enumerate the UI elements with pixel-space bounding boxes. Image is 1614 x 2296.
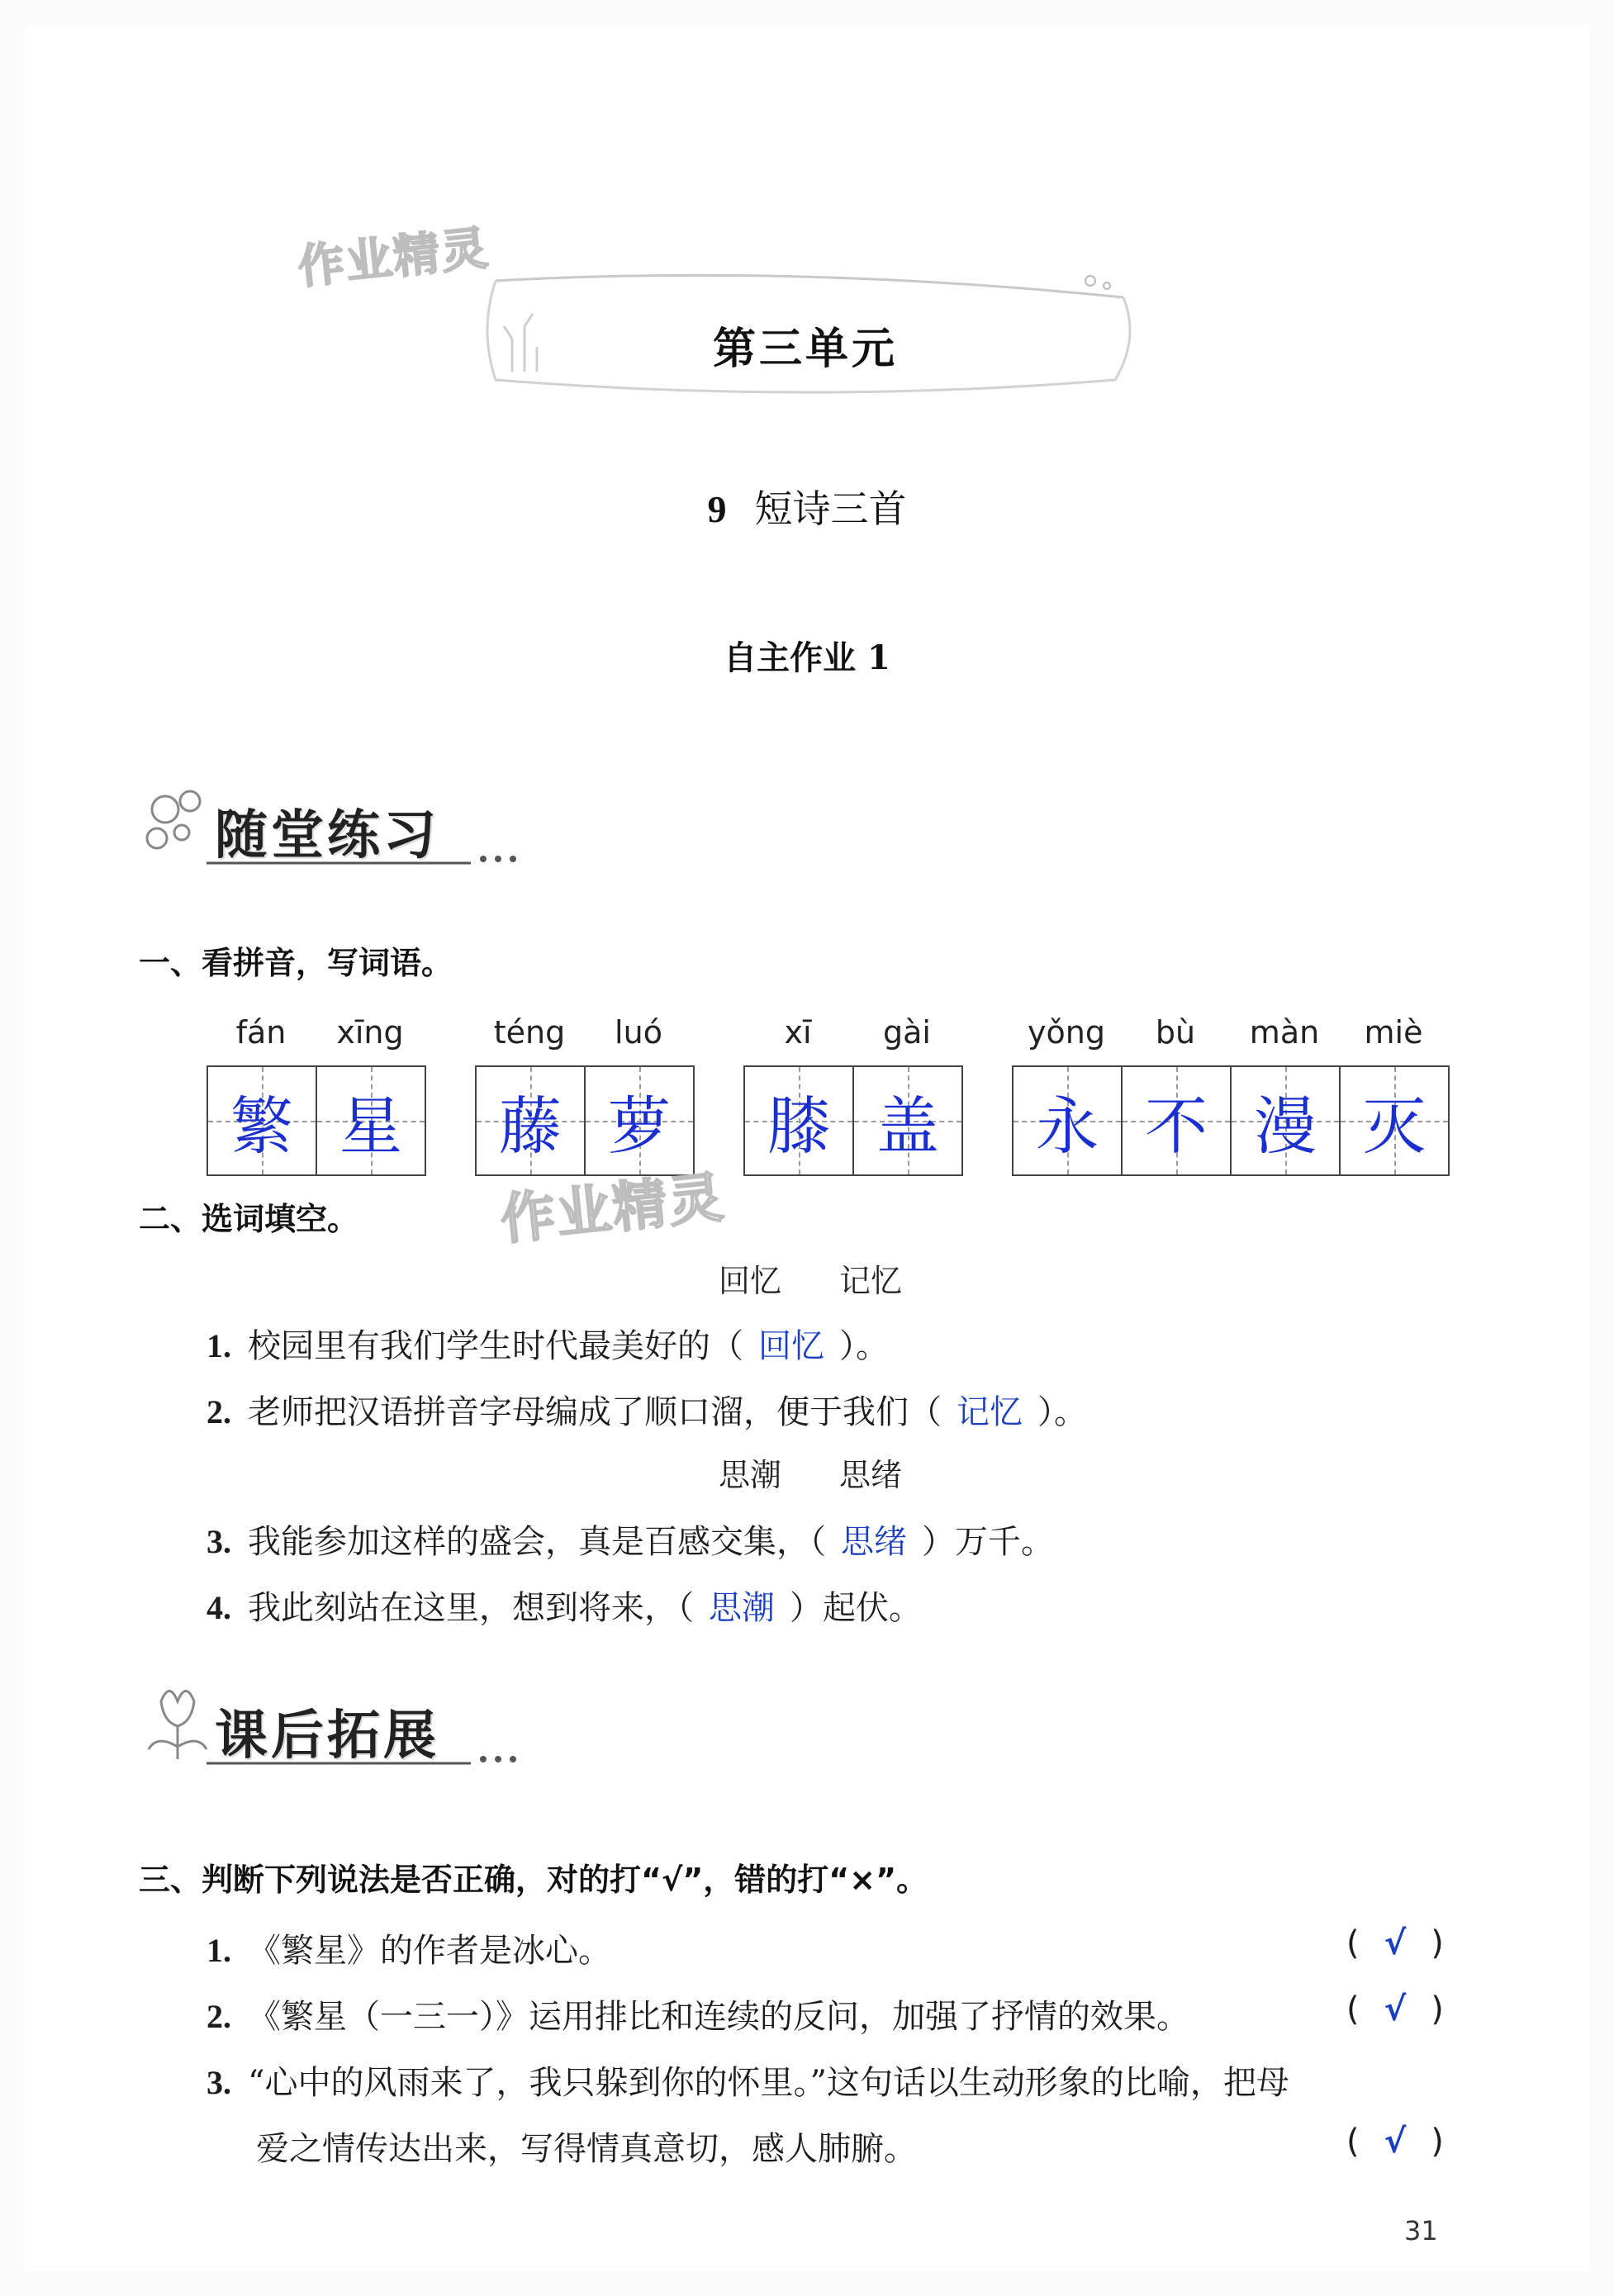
item-number: 2. xyxy=(206,1393,231,1430)
item-number: 4. xyxy=(206,1589,231,1626)
answer-char: 膝 xyxy=(767,1089,830,1163)
page-number: 31 xyxy=(1404,2215,1438,2246)
statement-text: 《繁星（一三一）》运用排比和连续的反问，加强了抒情的效果。 xyxy=(248,1998,1189,2036)
pinyin: xīng xyxy=(336,1014,404,1051)
judge-item-2 xyxy=(206,1990,1189,2037)
writing-cell xyxy=(1123,1067,1232,1174)
answer-mark-2: ( √ ) xyxy=(1346,1990,1444,2028)
item-number: 1. xyxy=(206,1932,231,1969)
writing-cell xyxy=(1341,1067,1448,1174)
sentence-text: 我此刻站在这里，想到将来，（ xyxy=(248,1589,694,1627)
answer-char: 灭 xyxy=(1363,1089,1426,1163)
writing-cell xyxy=(1013,1067,1123,1174)
practice-banner-title: 随堂练习 xyxy=(215,805,439,866)
word-option: 思潮 xyxy=(719,1457,782,1493)
answer-text: 思绪 xyxy=(841,1523,907,1561)
pinyin: luó xyxy=(615,1014,662,1051)
answer-char: 永 xyxy=(1036,1089,1099,1163)
answer-text: 思潮 xyxy=(709,1589,775,1627)
word-group-4 xyxy=(1012,1008,1450,1176)
writing-cell xyxy=(854,1067,961,1174)
item-number: 3. xyxy=(206,2064,231,2101)
sentence-text: ）万千。 xyxy=(922,1523,1054,1561)
fill-sentence-4 xyxy=(206,1582,922,1629)
watermark: 作业精灵 xyxy=(497,1165,728,1252)
writing-cell xyxy=(477,1067,586,1174)
watermark: 作业精灵 xyxy=(295,221,492,295)
answer-mark-1: ( √ ) xyxy=(1346,1924,1444,1962)
extension-banner xyxy=(132,1677,545,1776)
word-option: 记忆 xyxy=(839,1263,903,1299)
word-options-b xyxy=(719,1449,960,1495)
sentence-text: ）。 xyxy=(1037,1393,1087,1431)
writing-cell xyxy=(317,1067,425,1174)
answer-char: 不 xyxy=(1145,1089,1208,1163)
answer-char: 藤 xyxy=(499,1089,562,1163)
fill-sentence-3 xyxy=(206,1516,1054,1563)
pinyin: gài xyxy=(883,1014,931,1051)
unit-banner xyxy=(463,248,1148,413)
answer-char: 盖 xyxy=(876,1089,939,1163)
pinyin: màn xyxy=(1249,1014,1320,1051)
pinyin: miè xyxy=(1364,1014,1423,1051)
word-option: 思绪 xyxy=(839,1457,903,1493)
statement-text: 《繁星》的作者是冰心。 xyxy=(248,1932,611,1970)
writing-cell xyxy=(745,1067,854,1174)
question-2-heading: 二、选词填空。 xyxy=(139,1201,359,1237)
word-options-a xyxy=(719,1255,960,1301)
sentence-text: 老师把汉语拼音字母编成了顺口溜，便于我们（ xyxy=(248,1393,942,1431)
word-option: 回忆 xyxy=(719,1263,782,1299)
word-group-3 xyxy=(743,1008,963,1176)
sentence-text: 校园里有我们学生时代最美好的（ xyxy=(248,1327,743,1365)
item-number: 2. xyxy=(206,1998,231,2035)
statement-text: “心中的风雨来了，我只躲到你的怀里。”这句话以生动形象的比喻，把母 xyxy=(248,2064,1289,2102)
question-3-heading: 三、判断下列说法是否正确，对的打“√”，错的打“×”。 xyxy=(139,1862,928,1898)
lesson-name: 短诗三首 xyxy=(754,486,907,531)
fill-sentence-2 xyxy=(206,1386,1087,1433)
statement-text-continued: 爱之情传达出来，写得情真意切，感人肺腑。 xyxy=(256,2130,917,2168)
answer-char: 萝 xyxy=(608,1089,671,1163)
sentence-text: ）起伏。 xyxy=(790,1589,922,1627)
answer-mark-3: ( √ ) xyxy=(1346,2123,1444,2161)
section-subtitle: 自主作业 1 xyxy=(724,638,890,677)
judge-item-1 xyxy=(206,1924,611,1971)
word-group-1 xyxy=(206,1008,426,1176)
pinyin: bù xyxy=(1155,1014,1196,1051)
check-mark: √ xyxy=(1384,2123,1407,2161)
word-group-2 xyxy=(475,1008,695,1176)
answer-text: 记忆 xyxy=(957,1393,1023,1431)
check-mark: √ xyxy=(1384,1924,1407,1962)
pinyin: xī xyxy=(784,1014,812,1051)
answer-text: 回忆 xyxy=(758,1327,824,1365)
practice-banner xyxy=(132,776,545,875)
writing-cell xyxy=(208,1067,317,1174)
pinyin: yǒng xyxy=(1028,1014,1105,1051)
pinyin: téng xyxy=(493,1014,566,1051)
sentence-text: 我能参加这样的盛会，真是百感交集，（ xyxy=(248,1523,826,1561)
lesson-title xyxy=(0,479,1614,534)
pinyin: fán xyxy=(235,1014,287,1051)
fill-sentence-1 xyxy=(206,1320,889,1367)
unit-title: 第三单元 xyxy=(712,325,898,374)
answer-char: 繁 xyxy=(230,1089,293,1163)
extension-banner-title: 课后拓展 xyxy=(215,1705,439,1767)
judge-item-3 xyxy=(206,2056,1289,2104)
lesson-number: 9 xyxy=(707,488,727,530)
item-number: 3. xyxy=(206,1523,231,1560)
answer-char: 星 xyxy=(339,1089,402,1163)
check-mark: √ xyxy=(1384,1990,1407,2028)
sentence-text: ）。 xyxy=(839,1327,889,1365)
answer-char: 漫 xyxy=(1254,1089,1317,1163)
item-number: 1. xyxy=(206,1327,231,1364)
writing-cell xyxy=(1232,1067,1341,1174)
question-1-heading: 一、看拼音，写词语。 xyxy=(139,945,453,981)
